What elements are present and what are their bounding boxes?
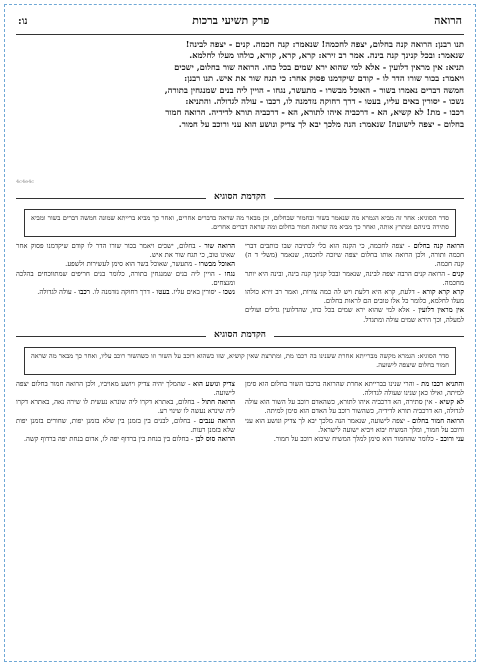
commentary-paragraph	[245, 270, 464, 288]
commentary-paragraph	[245, 435, 464, 444]
dibur-hamatchil: אין מראין דלועין	[418, 306, 464, 315]
dibur-hamatchil: לא קשיא	[439, 398, 464, 407]
dibur-hamatchil: נגחו	[224, 269, 235, 278]
dibur-hamatchil: הרואה חמור בחלום	[412, 416, 464, 425]
gemara-line: ויאמר: בכור שורו הדר לו - קודם שיקדמנו פסוק אחר: כי תגח שור את איש. תנו רבנן:	[184, 73, 464, 84]
section-title-bar	[16, 191, 464, 205]
section-title: הקדמת הסוגיא	[206, 329, 274, 340]
commentary-column-left	[16, 242, 235, 325]
commentary-text: - יסורין באים עליו.	[169, 288, 223, 297]
dibur-hamatchil: והתניא רכבו מת	[421, 379, 464, 388]
commentary-text: - יצפה לחכמה, כי הקנה הוא כלי לכתיבה שבו כותבים דברי חכמה ותורה, ולכן הרואה אותו בחלום יצפה שיזכה לחכמה, שנאמר (משלי ד ה) קנה חכמה.	[245, 242, 464, 269]
document-content	[16, 14, 464, 654]
commentary-paragraph	[16, 242, 235, 260]
commentary-paragraph	[16, 270, 235, 288]
commentary-paragraph	[16, 417, 235, 435]
gemara-line: בחלום - יצפה לישועה! שנאמר: הנה מלכך יבא לך צדיק ונושע הוא עני ורוכב על חמור.	[178, 118, 464, 129]
gemara-line: תניא: אין מראין דלועין - אלא למי שהוא ירא שמים בכל כחו. הרואה שור בחלום, ישכים	[174, 61, 464, 72]
section-title: הקדמת הסוגיא	[206, 191, 274, 202]
dibur-hamatchil: בעטו	[156, 288, 170, 297]
commentary-column-right	[245, 380, 464, 444]
commentary-text: - בחלום, באתרא דקרו ליה שונרא נעשית לו שירה נאה, באתרא דקרו ליה שינרא נעשה לו שינוי רע.	[16, 398, 235, 416]
page-header	[16, 14, 464, 35]
dibur-hamatchil: רכבו	[78, 288, 91, 297]
gemara-line: רכבו - מת! לא קשיא, הא - דרכביה איהו לתורא, הא - דרכביה תורא לדידיה. הרואה חמור	[165, 107, 464, 118]
dibur-hamatchil: קרא קרא קורא	[422, 288, 464, 297]
gemara-text	[16, 39, 464, 177]
print-mark: 4c4e4c	[16, 179, 35, 185]
dibur-hamatchil: הרואה חתול	[201, 398, 235, 407]
commentary-text: - הרואה קנים הרבה יצפה לבינה, שנאמר ובכל קנינך קנה בינה, ובינה היא יותר מחכמה.	[245, 269, 464, 287]
dibur-hamatchil: הרואה קנה בחלום	[413, 242, 464, 250]
commentary-column-right	[245, 242, 464, 325]
commentary-paragraph	[245, 380, 464, 398]
summary-box: סדר הסוגיא: הגמרא מקשה מברייתא אחרת ששנינו בה רכבו מת, ומתרצת שאין קושיא, שזו כשהוא רוכב על השור וזו כשהשור רוכב עליו, ואחר כך מבאר מה שראה חמור בחלום שיצפה לישועה.	[24, 347, 456, 375]
commentary-text: - אלא למי שהוא ירא שמים בכל כחו, שהדלועין גדלים ועולים למעלה, וכך הירא שמים עולה ומתגדל.	[245, 306, 464, 324]
commentary-columns	[16, 380, 464, 444]
commentary-section-2	[16, 329, 464, 444]
commentary-text: - והרי שנינו בברייתא אחרת שהרואה ברכבו השור בחלום הוא סימן למיתה, ואילו כאן שנינו שעולה לגדולה.	[245, 379, 464, 398]
commentary-paragraph	[16, 380, 235, 398]
commentary-paragraph	[16, 260, 235, 269]
gemara-line: נשכו - יסורין באים עליו, בעטו - דרך רחוקה נזדמנה לו, רכבו - עולה לגדולה. והתניא:	[185, 96, 464, 107]
summary-box: סדר הסוגיא: אחר זה מביא הגמרא מה שנאמר בשור ובחמור שבחלום, וכן מבאר מה שראה בדברים אחרים, ואחר כך מביא ברייתא שמונה חמשה דברים בשור ומביא סתירה ביניהם ומתרץ אותה, ואחר כך מביא מה שראה חמור בחלום ומה שראה דברים אחרים.	[24, 209, 456, 237]
commentary-paragraph	[245, 306, 464, 324]
commentary-text: - אין סתירה, הא דרכביה איהו לתורא, כשהאדם רוכב על השור הוא עולה לגדולה, הא דרכביה תורא לדידיה, כשהשור רוכב על האדם הוא סימן למיתה.	[245, 398, 464, 416]
commentary-columns	[16, 242, 464, 325]
commentary-paragraph	[16, 398, 235, 416]
commentary-section-1	[16, 191, 464, 325]
commentary-paragraph	[16, 288, 235, 297]
commentary-paragraph	[245, 398, 464, 416]
commentary-text: - בחלום בין בנחת בין ברדוף יפה לו, אדום בנחת יפה ברדוף קשה.	[23, 435, 196, 444]
header-page-number: נו:	[18, 16, 28, 27]
dibur-hamatchil: קנים	[452, 269, 464, 278]
commentary-paragraph	[245, 288, 464, 306]
header-tractate: פרק תשיעי ברכות	[192, 14, 270, 27]
gemara-line: שנאמר: ובכל קנינך קנה בינה. אמר רב זירא: קרא, קרא, קורא, כולהו מעלו לחלמא.	[189, 50, 464, 61]
commentary-text: - שהמלך יהיה צדיק ויושע מאויביו, ולכן הרואה חמור בחלום יצפה לישועה.	[16, 379, 235, 398]
dibur-hamatchil: הרואה ענבים	[199, 416, 235, 425]
commentary-column-left	[16, 380, 235, 444]
commentary-text: - דלעת, קרא היא דלעת ויש לה כמה צורות, ואמר רב זירא כולהו מעלו לחלמא, כלומר כל אלו טובים הם לראות בחלום.	[245, 288, 464, 306]
dibur-hamatchil: האוכל מבשרו	[198, 260, 235, 269]
commentary-text: - כלומר שהחמור הוא סימן למלך המשיח שיבוא רוכב על חמור.	[273, 435, 441, 444]
dibur-hamatchil: צדיק ונושע הוא	[192, 379, 235, 388]
commentary-paragraph	[16, 435, 235, 444]
commentary-text: - בחלום, ישכים ויאמר בכור שורו הדר לו קודם שיקדמנו פסוק אחר שאינו טוב, כי תגח שור את איש.	[16, 242, 235, 260]
dibur-hamatchil: עני ורוכב	[440, 435, 464, 444]
commentary-text: - מתעשר, שאוכל בשר הוא סימן לעשירות ולשפע.	[65, 260, 199, 269]
gemara-line: חמשה דברים נאמרו בשור - האוכל מבשרו - מתעשר, נגחו - הויין ליה בנים שמנגחין בתורה,	[164, 84, 464, 95]
commentary-text: - עולה לגדולה.	[37, 288, 79, 297]
gemara-line: תנו רבנן: הרואה קנה בחלום, יצפה לחכמה! שנאמר: קנה חכמה. קנים - יצפה לבינה!	[185, 39, 464, 49]
section-title-bar	[16, 329, 464, 343]
commentary-text: - בחלום, לבנים בין בזמנן בין שלא בזמנן יפות, שחורים בזמנן יפות שלא בזמנן רעות.	[16, 416, 235, 434]
dibur-hamatchil: נשכו	[222, 288, 235, 297]
dibur-hamatchil: הרואה סוס לבן	[195, 435, 235, 444]
commentary-text: - דרך רחוקה נזדמנה לו.	[90, 288, 157, 297]
commentary-paragraph	[245, 242, 464, 270]
header-chapter: הרואה	[434, 14, 462, 27]
commentary-text: - יצפה לישועה, שנאמר הנה מלכך יבא לך צדיק ונושע הוא עני ורוכב על חמור, ומלך המשיח יבוא ויביא ישועה לישראל.	[245, 416, 464, 434]
dibur-hamatchil: הרואה שור	[204, 242, 235, 250]
commentary-paragraph	[245, 417, 464, 435]
commentary-text: - הויין ליה בנים שמנגחין בתורה, כלומר בנים חריפים שמתווכחים בהלכה ומנצחים.	[16, 269, 235, 287]
